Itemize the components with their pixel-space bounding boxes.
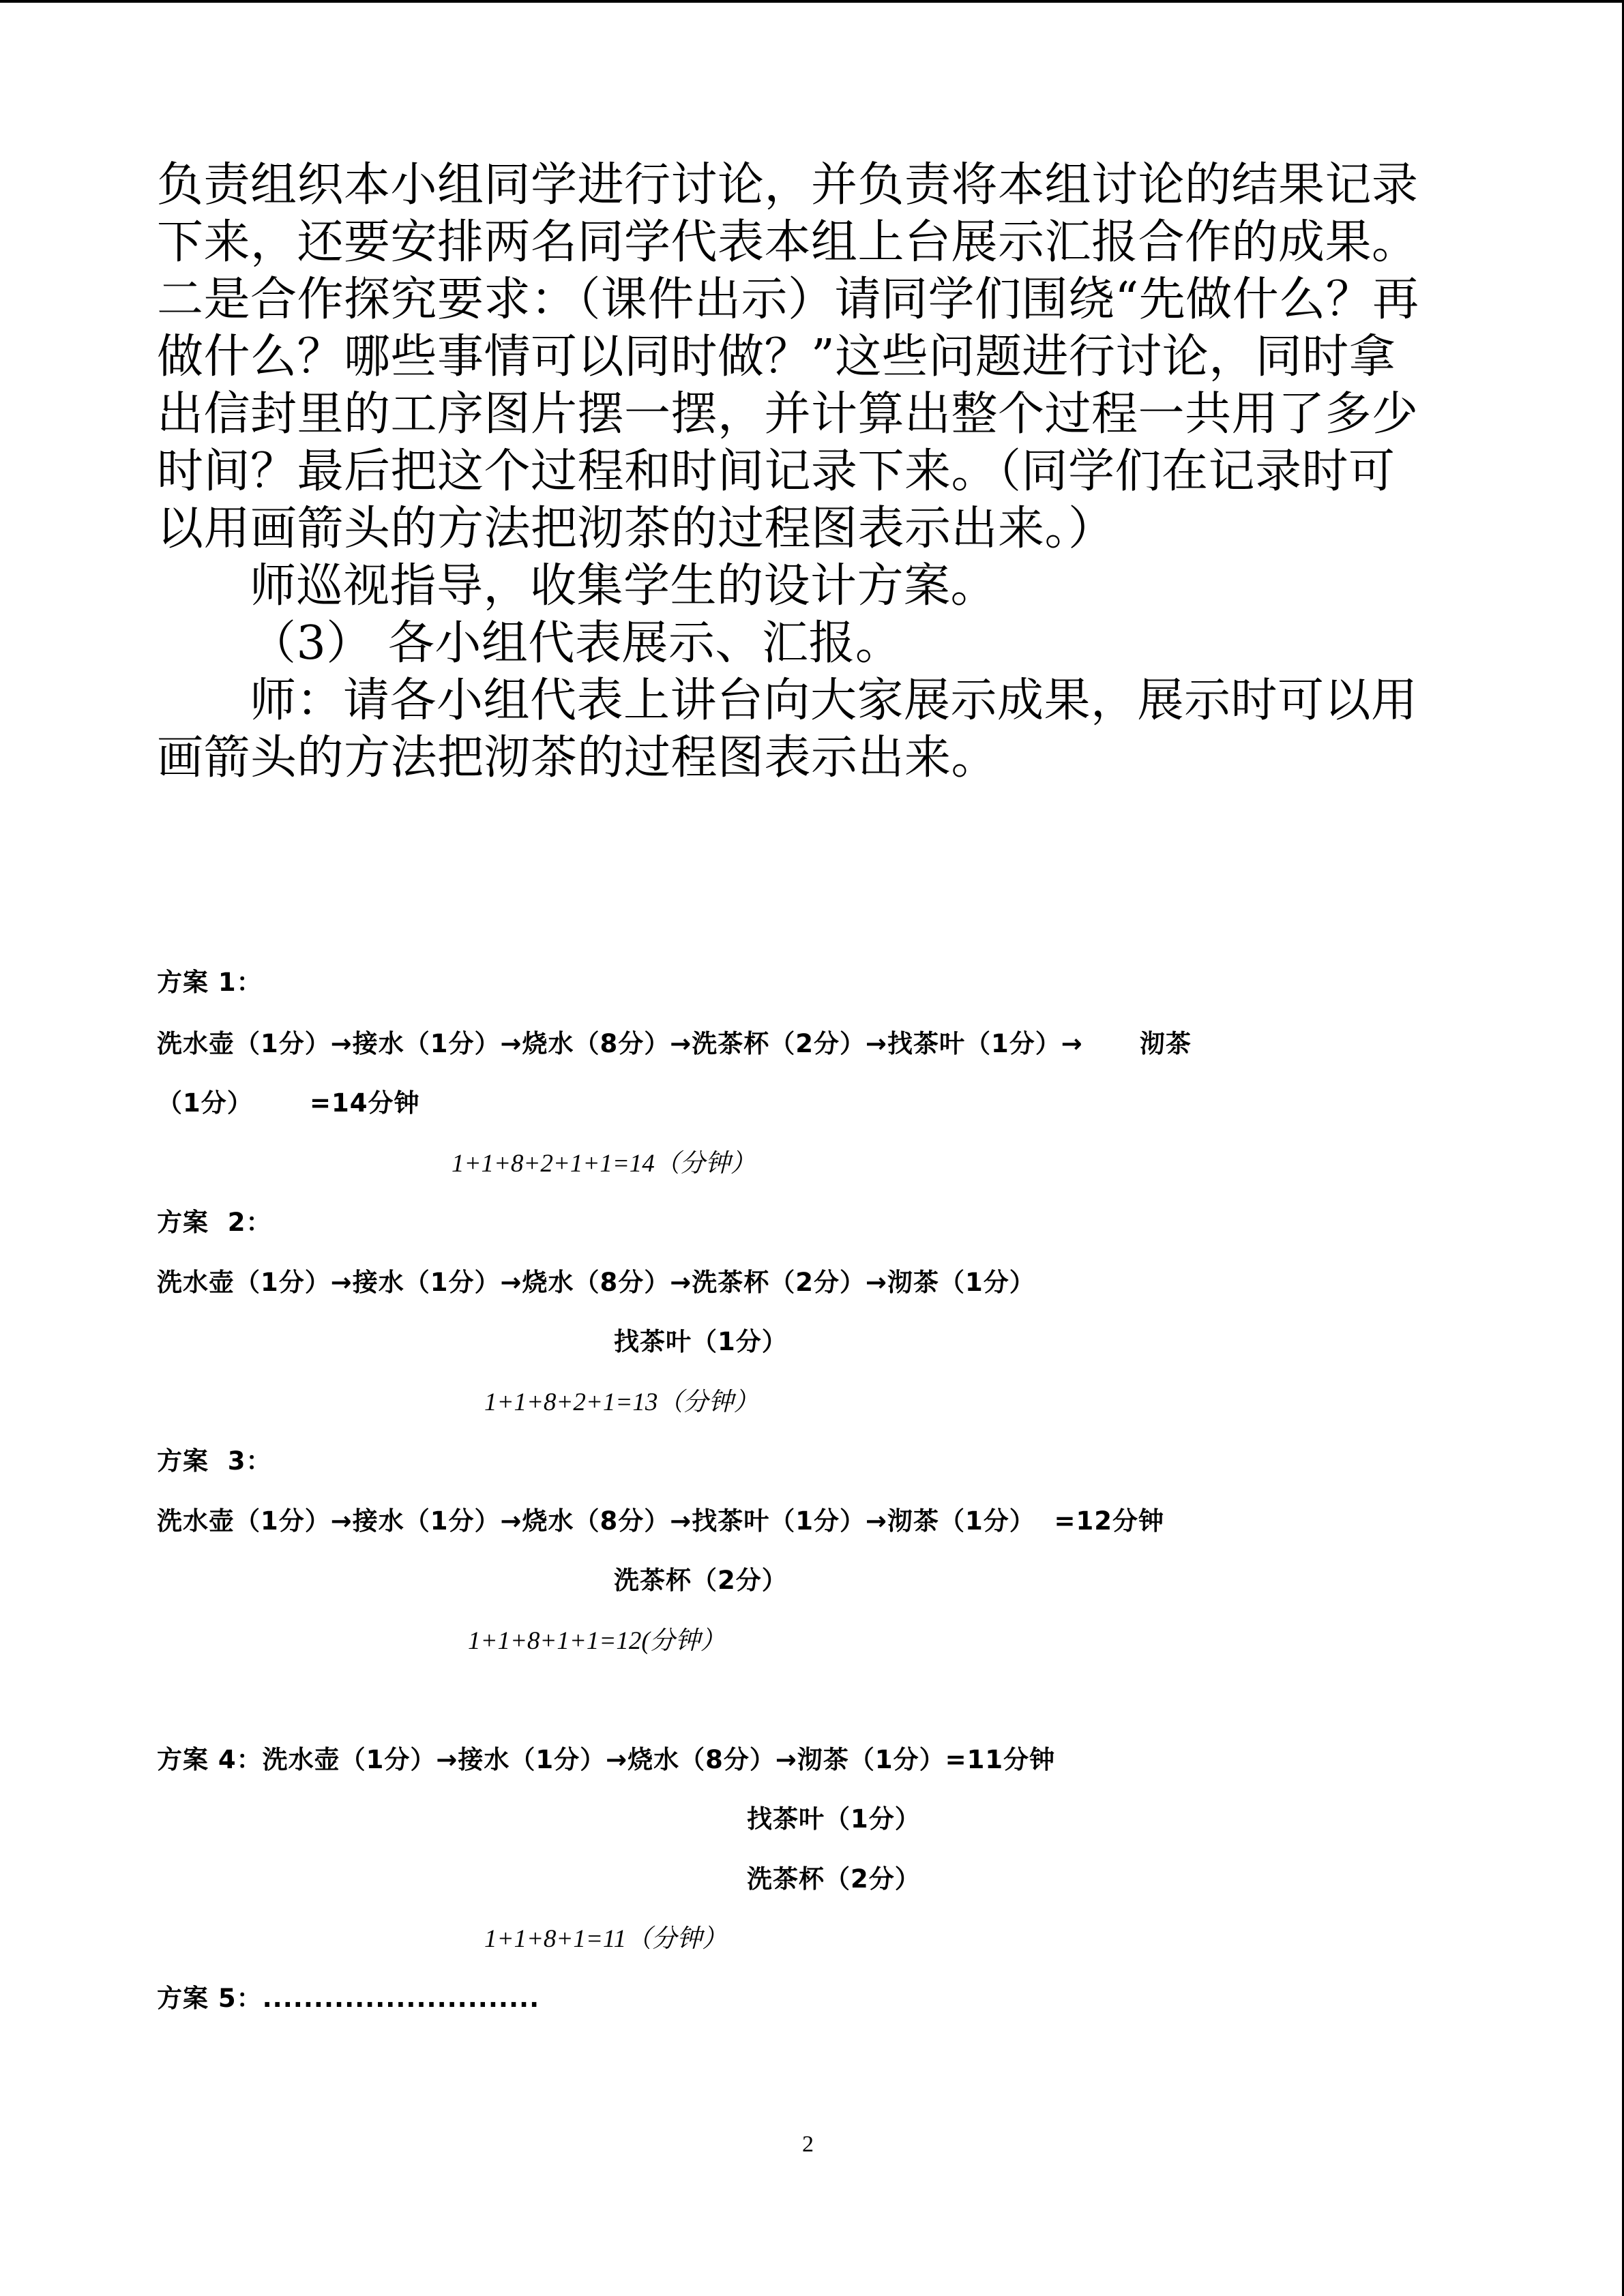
plan-2-parallel-step: 找茶叶（1分）: [614, 1327, 788, 1356]
plan-4-parallel-step-2: 洗茶杯（2分）: [747, 1864, 921, 1894]
body-text: [157, 157, 1439, 787]
paragraph-4: 师：请各小组代表上讲台向大家展示成果，展示时可以用画箭头的方法把沏茶的过程图表示出来。: [157, 674, 1418, 785]
plan-2-title: 方案 2：: [157, 1208, 272, 1237]
paragraph-2: 师巡视指导，收集学生的设计方案。: [250, 559, 998, 613]
plan-1-steps: 洗水壶（1分）→接水（1分）→烧水（8分）→洗茶杯（2分）→找茶叶（1分）→ 沏茶: [157, 1029, 1192, 1058]
plan-3-steps: 洗水壶（1分）→接水（1分）→烧水（8分）→找茶叶（1分）→沏茶（1分） =12分钟: [157, 1506, 1164, 1536]
plan-4-steps: 方案 4：洗水壶（1分）→接水（1分）→烧水（8分）→沏茶（1分）=11分钟: [157, 1745, 1056, 1774]
plan-1-title: 方案 1：: [157, 968, 263, 997]
plan-5-title: 方案 5：...........................: [157, 1984, 540, 2013]
page-number: 2: [802, 2132, 814, 2157]
page-top-border: [0, 0, 1624, 3]
plan-1-formula: 1+1+8+2+1+1=14（分钟）: [452, 1150, 756, 1178]
plan-2-steps: 洗水壶（1分）→接水（1分）→烧水（8分）→洗茶杯（2分）→沏茶（1分）: [157, 1268, 1035, 1297]
plan-4-parallel-step-1: 找茶叶（1分）: [747, 1804, 921, 1834]
plan-2-formula: 1+1+8+2+1=13（分钟）: [484, 1388, 759, 1416]
plan-3-formula: 1+1+8+1+1=12(分钟）: [468, 1627, 726, 1655]
plan-1-steps-continued: （1分） =14分钟: [157, 1088, 420, 1118]
paragraph-1: 负责组织本小组同学进行讨论，并负责将本组讨论的结果记录下来，还要安排两名同学代表本组上台展示汇报合作的成果。二是合作探究要求：（课件出示）请同学们围绕“先做什么？再做什么？哪些事情可以同时做？”这些问题进行讨论，同时拿出信封里的工序图片摆一摆，并计算出整个过程一共用了多少时间？最后把这个过程和时间记录下来。（同学们在记录时可以用画箭头的方法把沏茶的过程图表示出来。）: [157, 158, 1419, 556]
paragraph-3: （3） 各小组代表展示、汇报。: [250, 616, 902, 670]
plan-4-formula: 1+1+8+1=11（分钟）: [484, 1925, 728, 1953]
plan-3-title: 方案 3：: [157, 1446, 272, 1476]
plan-3-parallel-step: 洗茶杯（2分）: [614, 1566, 788, 1595]
